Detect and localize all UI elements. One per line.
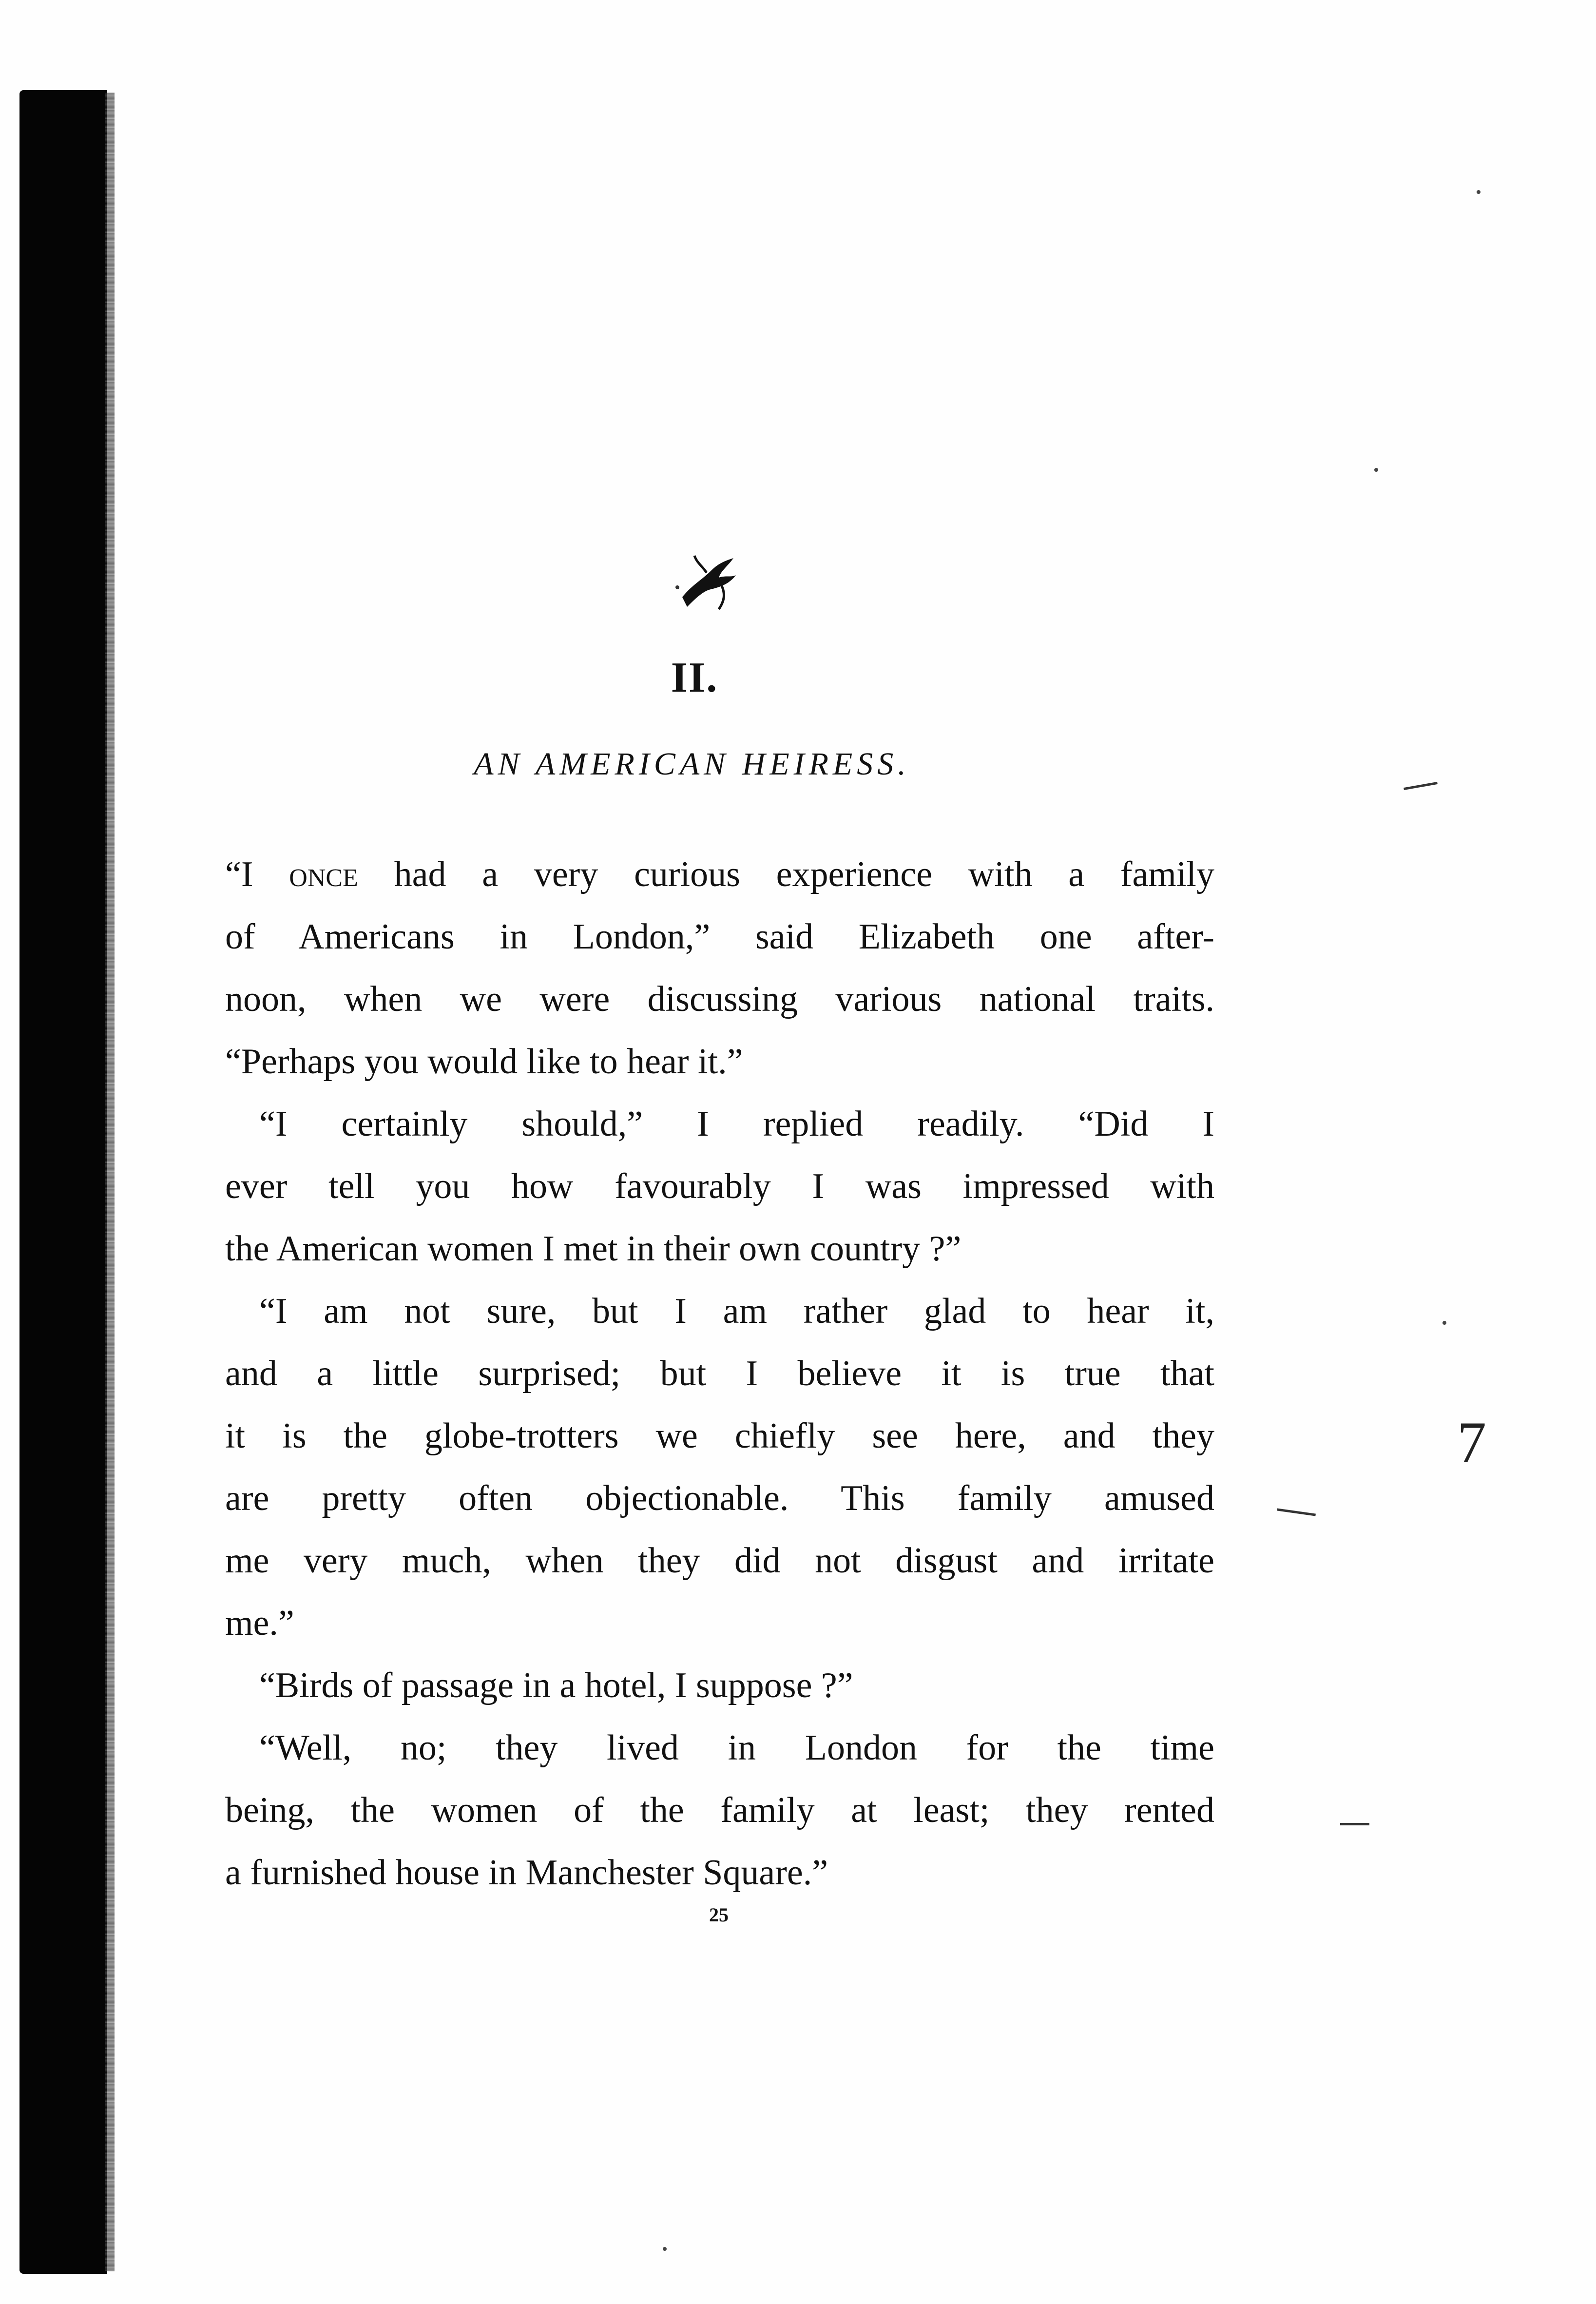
paper-speck (1374, 468, 1378, 472)
text-line: noon, when we were discussing various national traits. (225, 979, 1214, 1019)
text-line: the American women I met in their own country ?” (225, 1229, 961, 1269)
text-line: me.” (225, 1603, 294, 1643)
text-line: “Birds of passage in a hotel, I suppose ?” (259, 1665, 853, 1705)
paper-speck (1477, 190, 1481, 194)
text-line: “I certainly should,” I replied readily. “Did I (259, 1104, 1214, 1144)
text-line: being, the women of the family at least; they rented (225, 1790, 1214, 1830)
margin-dash (1277, 1508, 1316, 1516)
text-line: and a little surprised; but I believe it is true that (225, 1354, 1214, 1394)
body-text (225, 843, 1214, 1904)
text-line: me very much, when they did not disgust and irritate (225, 1541, 1214, 1581)
margin-handwritten-mark: 7 (1457, 1410, 1486, 1474)
margin-dash (1404, 782, 1438, 790)
page-number: 25 (709, 1904, 729, 1926)
text-line: “I once had a very curious experience with a family (225, 854, 1214, 894)
chapter-ornament-icon (673, 551, 746, 614)
book-binding-shadow (19, 90, 107, 2274)
paper-speck (1442, 1321, 1446, 1325)
text-line: a furnished house in Manchester Square.” (225, 1853, 828, 1893)
chapter-number: II. (671, 654, 718, 701)
text-line: are pretty often objectionable. This family amused (225, 1478, 1214, 1518)
text-line: “Well, no; they lived in London for the time (259, 1728, 1214, 1768)
text-line: ever tell you how favourably I was impressed with (225, 1166, 1214, 1206)
text-line: “Perhaps you would like to hear it.” (225, 1042, 743, 1082)
paper-speck (663, 2247, 667, 2251)
text-line: it is the globe-trotters we chiefly see here, and they (225, 1416, 1214, 1456)
text-line: “I am not sure, but I am rather glad to hear it, (259, 1291, 1214, 1331)
margin-dash (1340, 1823, 1369, 1825)
chapter-title: AN AMERICAN HEIRESS. (474, 746, 910, 782)
text-line: of Americans in London,” said Elizabeth one after- (225, 917, 1214, 957)
binding-edge (105, 93, 115, 2271)
